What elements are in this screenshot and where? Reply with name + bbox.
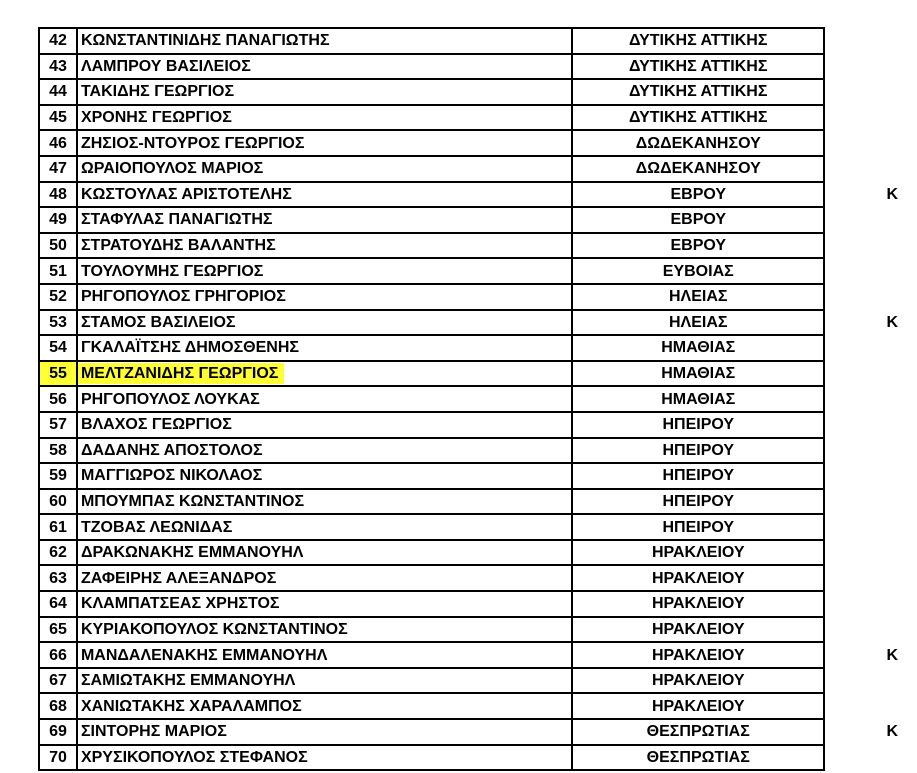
roster-body bbox=[39, 28, 907, 770]
row-number: 65 bbox=[39, 617, 77, 643]
region-cell: ΕΒΡΟΥ bbox=[572, 233, 824, 259]
row-number: 70 bbox=[39, 745, 77, 771]
row-number: 60 bbox=[39, 489, 77, 515]
region-cell: ΕΒΡΟΥ bbox=[572, 182, 824, 208]
row-number: 63 bbox=[39, 565, 77, 591]
name-cell bbox=[77, 386, 572, 412]
person-name: ΚΥΡΙΑΚΟΠΟΥΛΟΣ ΚΩΝΣΤΑΝΤΙΝΟΣ bbox=[80, 620, 348, 638]
person-name: ΧΑΝΙΩΤΑΚΗΣ ΧΑΡΑΛΑΜΠΟΣ bbox=[80, 697, 302, 715]
document-sheet bbox=[38, 27, 908, 771]
row-number: 69 bbox=[39, 719, 77, 745]
table-row bbox=[39, 591, 907, 617]
region-cell: ΔΥΤΙΚΗΣ ΑΤΤΙΚΗΣ bbox=[572, 105, 824, 131]
name-cell bbox=[77, 284, 572, 310]
table-row bbox=[39, 130, 907, 156]
row-number: 56 bbox=[39, 386, 77, 412]
region-cell: ΗΜΑΘΙΑΣ bbox=[572, 361, 824, 387]
region-cell: ΗΠΕΙΡΟΥ bbox=[572, 412, 824, 438]
row-number: 47 bbox=[39, 156, 77, 182]
row-number: 54 bbox=[39, 335, 77, 361]
mark-cell bbox=[824, 693, 907, 719]
name-cell bbox=[77, 693, 572, 719]
name-cell bbox=[77, 335, 572, 361]
mark-cell: Κ bbox=[886, 723, 898, 741]
mark-cell bbox=[824, 514, 907, 540]
table-row bbox=[39, 258, 907, 284]
mark-cell bbox=[824, 79, 907, 105]
name-cell bbox=[77, 361, 572, 387]
table-row bbox=[39, 54, 907, 80]
name-cell bbox=[77, 182, 572, 208]
name-cell bbox=[77, 745, 572, 771]
name-cell bbox=[77, 310, 572, 336]
table-row bbox=[39, 310, 907, 336]
row-number: 67 bbox=[39, 668, 77, 694]
person-name: ΜΑΓΓΙΩΡΟΣ ΝΙΚΟΛΑΟΣ bbox=[80, 467, 263, 485]
table-row bbox=[39, 284, 907, 310]
person-name: ΔΡΑΚΩΝΑΚΗΣ ΕΜΜΑΝΟΥΗΛ bbox=[80, 544, 304, 562]
person-name: ΤΟΥΛΟΥΜΗΣ ΓΕΩΡΓΙΟΣ bbox=[80, 262, 264, 280]
mark-cell bbox=[824, 540, 907, 566]
row-number: 64 bbox=[39, 591, 77, 617]
row-number: 59 bbox=[39, 463, 77, 489]
region-cell: ΗΡΑΚΛΕΙΟΥ bbox=[572, 668, 824, 694]
row-number: 61 bbox=[39, 514, 77, 540]
person-name: ΜΠΟΥΜΠΑΣ ΚΩΝΣΤΑΝΤΙΝΟΣ bbox=[80, 492, 305, 510]
person-name: ΚΛΑΜΠΑΤΣΕΑΣ ΧΡΗΣΤΟΣ bbox=[80, 595, 280, 613]
row-number: 53 bbox=[39, 310, 77, 336]
region-cell: ΕΒΡΟΥ bbox=[572, 207, 824, 233]
name-cell bbox=[77, 130, 572, 156]
region-cell: ΗΜΑΘΙΑΣ bbox=[572, 335, 824, 361]
table-row bbox=[39, 668, 907, 694]
mark-cell bbox=[824, 28, 907, 54]
region-cell: ΗΡΑΚΛΕΙΟΥ bbox=[572, 591, 824, 617]
person-name: ΡΗΓΟΠΟΥΛΟΣ ΓΡΗΓΟΡΙΟΣ bbox=[80, 288, 286, 306]
mark-cell bbox=[824, 207, 907, 233]
table-row bbox=[39, 412, 907, 438]
mark-cell bbox=[824, 617, 907, 643]
person-name: ΣΤΑΜΟΣ ΒΑΣΙΛΕΙΟΣ bbox=[80, 313, 236, 331]
table-row bbox=[39, 514, 907, 540]
mark-cell bbox=[824, 463, 907, 489]
name-cell bbox=[77, 233, 572, 259]
region-cell: ΗΠΕΙΡΟΥ bbox=[572, 438, 824, 464]
region-cell: ΗΡΑΚΛΕΙΟΥ bbox=[572, 642, 824, 668]
person-name: ΤΑΚΙΔΗΣ ΓΕΩΡΓΙΟΣ bbox=[80, 83, 235, 101]
name-cell bbox=[77, 412, 572, 438]
region-cell: ΔΥΤΙΚΗΣ ΑΤΤΙΚΗΣ bbox=[572, 79, 824, 105]
region-cell: ΘΕΣΠΡΩΤΙΑΣ bbox=[572, 745, 824, 771]
name-cell bbox=[77, 591, 572, 617]
person-name: ΜΕΛΤΖΑΝΙΔΗΣ ΓΕΩΡΓΙΟΣ bbox=[78, 363, 284, 384]
name-cell bbox=[77, 668, 572, 694]
region-cell: ΗΡΑΚΛΕΙΟΥ bbox=[572, 693, 824, 719]
table-row bbox=[39, 693, 907, 719]
person-name: ΓΚΑΛΑΪΤΣΗΣ ΔΗΜΟΣΘΕΝΗΣ bbox=[80, 339, 299, 357]
mark-cell bbox=[824, 591, 907, 617]
mark-cell bbox=[824, 233, 907, 259]
roster-table bbox=[38, 27, 908, 771]
row-number: 62 bbox=[39, 540, 77, 566]
mark-cell bbox=[824, 335, 907, 361]
mark-cell: Κ bbox=[886, 646, 898, 664]
table-row bbox=[39, 719, 907, 745]
table-row bbox=[39, 335, 907, 361]
table-row bbox=[39, 233, 907, 259]
person-name: ΚΩΝΣΤΑΝΤΙΝΙΔΗΣ ΠΑΝΑΓΙΩΤΗΣ bbox=[80, 32, 330, 50]
table-row bbox=[39, 745, 907, 771]
name-cell bbox=[77, 565, 572, 591]
region-cell: ΗΡΑΚΛΕΙΟΥ bbox=[572, 540, 824, 566]
region-cell: ΗΛΕΙΑΣ bbox=[572, 284, 824, 310]
name-cell bbox=[77, 28, 572, 54]
mark-cell bbox=[824, 156, 907, 182]
table-row bbox=[39, 386, 907, 412]
mark-cell bbox=[824, 668, 907, 694]
row-number: 55 bbox=[39, 361, 77, 387]
person-name: ΣΑΜΙΩΤΑΚΗΣ ΕΜΜΑΝΟΥΗΛ bbox=[80, 672, 296, 690]
mark-cell bbox=[824, 412, 907, 438]
row-number: 68 bbox=[39, 693, 77, 719]
region-cell: ΗΠΕΙΡΟΥ bbox=[572, 463, 824, 489]
name-cell bbox=[77, 54, 572, 80]
table-row bbox=[39, 105, 907, 131]
row-number: 66 bbox=[39, 642, 77, 668]
name-cell bbox=[77, 258, 572, 284]
table-row bbox=[39, 156, 907, 182]
row-number: 48 bbox=[39, 182, 77, 208]
table-row bbox=[39, 642, 907, 668]
name-cell bbox=[77, 719, 572, 745]
mark-cell: Κ bbox=[886, 313, 898, 331]
person-name: ΔΑΔΑΝΗΣ ΑΠΟΣΤΟΛΟΣ bbox=[80, 441, 263, 459]
mark-cell bbox=[824, 54, 907, 80]
table-row bbox=[39, 489, 907, 515]
table-row bbox=[39, 438, 907, 464]
region-cell: ΔΩΔΕΚΑΝΗΣΟΥ bbox=[572, 156, 824, 182]
table-row bbox=[39, 182, 907, 208]
region-cell: ΔΥΤΙΚΗΣ ΑΤΤΙΚΗΣ bbox=[572, 54, 824, 80]
person-name: ΣΤΡΑΤΟΥΔΗΣ ΒΑΛΑΝΤΗΣ bbox=[80, 237, 276, 255]
name-cell bbox=[77, 489, 572, 515]
name-cell bbox=[77, 79, 572, 105]
row-number: 46 bbox=[39, 130, 77, 156]
row-number: 51 bbox=[39, 258, 77, 284]
name-cell bbox=[77, 540, 572, 566]
name-cell bbox=[77, 438, 572, 464]
mark-cell bbox=[824, 258, 907, 284]
person-name: ΖΗΣΙΟΣ-ΝΤΟΥΡΟΣ ΓΕΩΡΓΙΟΣ bbox=[80, 134, 305, 152]
mark-cell bbox=[824, 565, 907, 591]
region-cell: ΔΥΤΙΚΗΣ ΑΤΤΙΚΗΣ bbox=[572, 28, 824, 54]
table-row bbox=[39, 565, 907, 591]
person-name: ΡΗΓΟΠΟΥΛΟΣ ΛΟΥΚΑΣ bbox=[80, 390, 260, 408]
region-cell: ΗΠΕΙΡΟΥ bbox=[572, 489, 824, 515]
table-row bbox=[39, 79, 907, 105]
row-number: 57 bbox=[39, 412, 77, 438]
mark-cell bbox=[824, 745, 907, 771]
row-number: 50 bbox=[39, 233, 77, 259]
person-name: ΩΡΑΙΟΠΟΥΛΟΣ ΜΑΡΙΟΣ bbox=[80, 160, 264, 178]
table-row bbox=[39, 361, 907, 387]
table-row bbox=[39, 28, 907, 54]
row-number: 44 bbox=[39, 79, 77, 105]
region-cell: ΔΩΔΕΚΑΝΗΣΟΥ bbox=[572, 130, 824, 156]
region-cell: ΗΛΕΙΑΣ bbox=[572, 310, 824, 336]
region-cell: ΗΜΑΘΙΑΣ bbox=[572, 386, 824, 412]
row-number: 52 bbox=[39, 284, 77, 310]
row-number: 49 bbox=[39, 207, 77, 233]
mark-cell bbox=[824, 105, 907, 131]
name-cell bbox=[77, 156, 572, 182]
name-cell bbox=[77, 463, 572, 489]
name-cell bbox=[77, 105, 572, 131]
name-cell bbox=[77, 514, 572, 540]
person-name: ΜΑΝΔΑΛΕΝΑΚΗΣ ΕΜΜΑΝΟΥΗΛ bbox=[80, 646, 328, 664]
mark-cell bbox=[824, 489, 907, 515]
person-name: ΒΛΑΧΟΣ ΓΕΩΡΓΙΟΣ bbox=[80, 416, 232, 434]
person-name: ΣΙΝΤΟΡΗΣ ΜΑΡΙΟΣ bbox=[80, 723, 227, 741]
row-number: 42 bbox=[39, 28, 77, 54]
mark-cell bbox=[824, 361, 907, 387]
table-row bbox=[39, 463, 907, 489]
row-number: 58 bbox=[39, 438, 77, 464]
region-cell: ΘΕΣΠΡΩΤΙΑΣ bbox=[572, 719, 824, 745]
person-name: ΛΑΜΠΡΟΥ ΒΑΣΙΛΕΙΟΣ bbox=[80, 57, 251, 75]
name-cell bbox=[77, 617, 572, 643]
row-number: 43 bbox=[39, 54, 77, 80]
person-name: ΧΡΥΣΙΚΟΠΟΥΛΟΣ ΣΤΕΦΑΝΟΣ bbox=[80, 748, 308, 766]
person-name: ΣΤΑΦΥΛΑΣ ΠΑΝΑΓΙΩΤΗΣ bbox=[80, 211, 273, 229]
mark-cell bbox=[824, 130, 907, 156]
region-cell: ΕΥΒΟΙΑΣ bbox=[572, 258, 824, 284]
table-row bbox=[39, 207, 907, 233]
mark-cell bbox=[824, 438, 907, 464]
mark-cell bbox=[824, 386, 907, 412]
region-cell: ΗΡΑΚΛΕΙΟΥ bbox=[572, 617, 824, 643]
table-row bbox=[39, 617, 907, 643]
mark-cell bbox=[824, 284, 907, 310]
person-name: ΤΖΟΒΑΣ ΛΕΩΝΙΔΑΣ bbox=[80, 518, 233, 536]
region-cell: ΗΠΕΙΡΟΥ bbox=[572, 514, 824, 540]
person-name: ΧΡΟΝΗΣ ΓΕΩΡΓΙΟΣ bbox=[80, 109, 232, 127]
table-row bbox=[39, 540, 907, 566]
region-cell: ΗΡΑΚΛΕΙΟΥ bbox=[572, 565, 824, 591]
name-cell bbox=[77, 207, 572, 233]
person-name: ΚΩΣΤΟΥΛΑΣ ΑΡΙΣΤΟΤΕΛΗΣ bbox=[80, 185, 292, 203]
person-name: ΖΑΦΕΙΡΗΣ ΑΛΕΞΑΝΔΡΟΣ bbox=[80, 569, 277, 587]
mark-cell: Κ bbox=[886, 185, 898, 203]
row-number: 45 bbox=[39, 105, 77, 131]
name-cell bbox=[77, 642, 572, 668]
